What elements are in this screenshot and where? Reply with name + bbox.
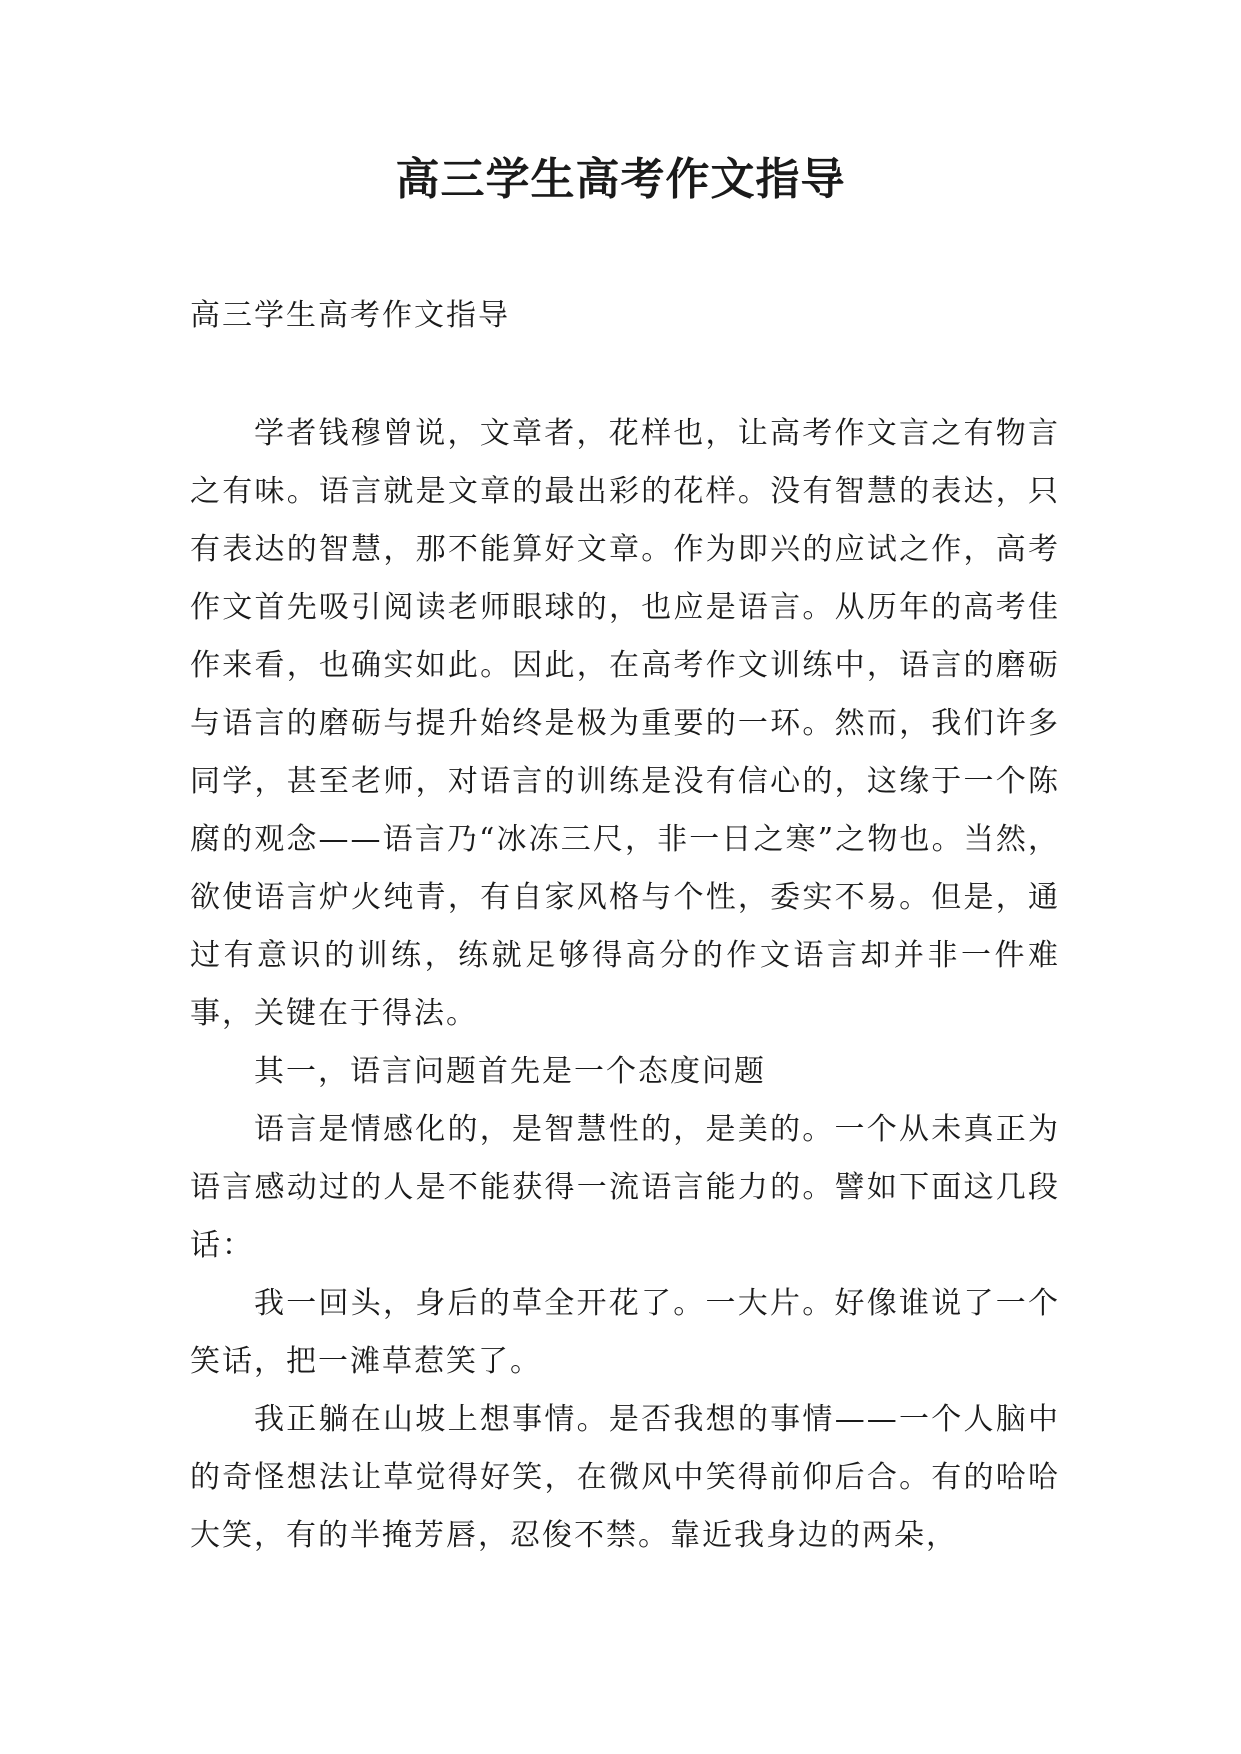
document-body <box>190 405 1060 1565</box>
paragraph: 我一回头，身后的草全开花了。一大片。好像谁说了一个笑话，把一滩草惹笑了。 <box>190 1286 1060 1379</box>
paragraph: 我正躺在山坡上想事情。是否我想的事情——一个人脑中的奇怪想法让草觉得好笑，在微风中笑得前仰后合。有的哈哈大笑，有的半掩芳唇，忍俊不禁。靠近我身边的两朵， <box>190 1402 1060 1553</box>
paragraph: 学者钱穆曾说，文章者，花样也，让高考作文言之有物言之有味。语言就是文章的最出彩的花样。没有智慧的表达，只有表达的智慧，那不能算好文章。作为即兴的应试之作，高考作文首先吸引阅读老师眼球的，也应是语言。从历年的高考佳作来看，也确实如此。因此，在高考作文训练中，语言的磨砺与语言的磨砺与提升始终是极为重要的一环。然而，我们许多同学，甚至老师，对语言的训练是没有信心的，这缘于一个陈腐的观念——语言乃“冰冻三尺，非一日之寒”之物也。当然，欲使语言炉火纯青，有自家风格与个性，委实不易。但是，通过有意识的训练，练就足够得高分的作文语言却并非一件难事，关键在于得法。 <box>190 416 1060 1031</box>
paragraph: 其一，语言问题首先是一个态度问题 <box>254 1054 766 1089</box>
document-title: 高三学生高考作文指导 <box>395 154 846 205</box>
paragraph: 语言是情感化的，是智慧性的，是美的。一个从未真正为语言感动过的人是不能获得一流语言能力的。譬如下面这几段话： <box>190 1112 1060 1263</box>
document-subtitle: 高三学生高考作文指导 <box>190 298 510 333</box>
